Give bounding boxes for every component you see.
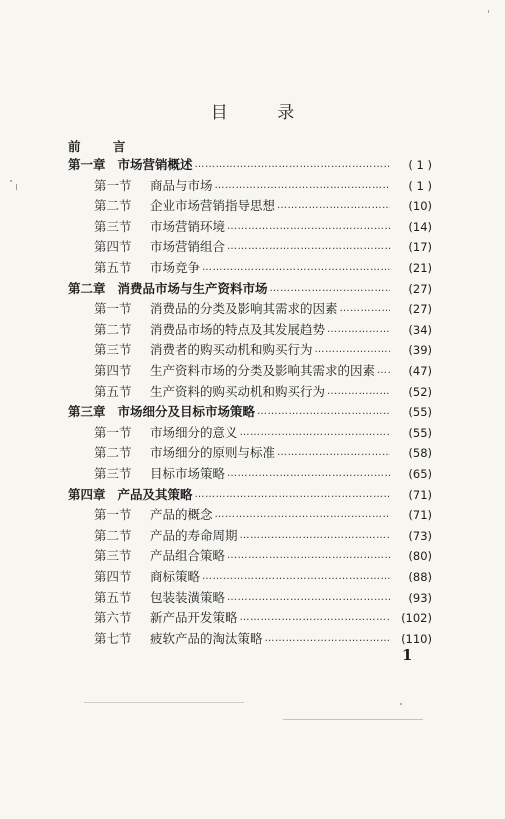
toc-section-row <box>94 568 432 586</box>
toc-section-row <box>94 506 432 524</box>
toc-entry-number: 第五节 <box>94 260 132 275</box>
toc-entry-title: 市场细分的原则与标准 <box>150 445 276 461</box>
dot-leader <box>327 383 390 401</box>
toc-section-row <box>94 444 432 462</box>
toc-entry-title: 疲软产品的淘汰策略 <box>150 630 263 646</box>
toc-section-row <box>94 238 432 256</box>
toc-entry-number: 第二章 <box>68 280 106 296</box>
toc-entry-title: 商标策略 <box>150 569 201 584</box>
toc-entry-number: 第三节 <box>94 218 132 234</box>
toc-entry-page: (88) <box>408 570 432 584</box>
speck-mark <box>16 184 17 190</box>
toc-entry-title: 消费品的分类及影响其需求的因素 <box>150 301 338 317</box>
toc-entry-number: 第二节 <box>94 445 132 461</box>
toc-entry-title: 市场细分及目标市场策略 <box>117 404 256 420</box>
toc-entry-title: 企业市场营销指导思想 <box>150 198 276 214</box>
toc-section-row <box>94 383 432 401</box>
page-number: 1 <box>402 646 413 664</box>
toc-entry-title: 产品的寿命周期 <box>150 527 238 543</box>
toc-entry-number: 第二节 <box>94 527 132 543</box>
speck-mark <box>10 180 12 182</box>
dot-leader <box>227 238 390 256</box>
toc-section-row <box>94 341 432 359</box>
toc-entry-title: 新产品开发策略 <box>150 610 238 626</box>
toc-entry-title: 市场营销组合 <box>150 239 226 255</box>
toc-entry-title: 市场竞争 <box>150 260 201 275</box>
toc-entry-number: 第七节 <box>94 630 132 646</box>
dot-leader <box>327 321 390 339</box>
toc-entry-title: 消费品市场的特点及其发展趋势 <box>150 321 326 337</box>
speck-mark <box>400 703 402 705</box>
toc-entry-title: 生产资料的购买动机和购买行为 <box>150 383 326 399</box>
toc-entry-title: 包装装潢策略 <box>150 589 226 605</box>
toc-entry-page: (73) <box>408 528 432 543</box>
toc-entry-page: (55) <box>408 425 432 440</box>
toc-chapter-row <box>68 280 432 298</box>
toc-section-row <box>94 527 432 545</box>
toc-entry-title: 市场细分的意义 <box>150 424 238 440</box>
toc-entry-number: 第二节 <box>94 321 132 337</box>
toc-entry-page: (65) <box>408 467 432 481</box>
toc-entry-number: 第一章 <box>68 157 106 172</box>
toc-entry-page: (34) <box>408 322 432 337</box>
toc-entry-number: 第六节 <box>94 610 132 626</box>
toc-chapter-row <box>68 486 432 504</box>
toc-entry-page: (14) <box>408 219 432 234</box>
toc-entry-number: 第二节 <box>94 198 132 214</box>
toc-entry-number: 第四章 <box>68 486 106 502</box>
toc-entry-page: (10) <box>408 199 432 214</box>
toc-entry-number: 第一节 <box>94 301 132 317</box>
toc-section-row <box>94 589 432 607</box>
toc-entry-title: 市场营销环境 <box>150 218 226 234</box>
toc-entry-number: 第五节 <box>94 589 132 605</box>
toc-entry-title: 生产资料市场的分类及影响其需求的因素 <box>150 363 376 378</box>
dot-leader <box>227 465 390 483</box>
toc-entry-title: 目标市场策略 <box>150 466 226 481</box>
toc-entry-number: 第三节 <box>94 548 132 564</box>
toc-entry-number: 第五节 <box>94 383 132 399</box>
toc-entry-number: 第一节 <box>94 177 132 193</box>
toc-entry-title: 产品及其策略 <box>117 486 193 502</box>
toc-entry-page: (58) <box>408 446 432 461</box>
toc-entry-title: 产品的概念 <box>150 507 213 523</box>
bottom-rule-right <box>283 719 423 720</box>
toc-section-row <box>94 362 432 380</box>
toc-section-row <box>94 465 432 483</box>
toc-section-row <box>94 218 432 236</box>
dot-leader <box>240 527 390 545</box>
toc-entry-title: 市场营销概述 <box>117 157 193 172</box>
toc-entry-page: (102) <box>401 611 432 626</box>
dot-leader <box>257 403 390 421</box>
dot-leader <box>202 568 390 586</box>
toc-entry-number: 第三章 <box>68 404 106 420</box>
toc-section-row <box>94 424 432 442</box>
toc-entry-title: 消费者的购买动机和购买行为 <box>150 342 313 358</box>
toc-entry-page: (52) <box>408 384 432 399</box>
toc-entry-page: (55) <box>408 405 432 420</box>
toc-section-row <box>94 547 432 565</box>
page-title: 目 录 <box>210 103 317 123</box>
toc-entry-page: (93) <box>408 590 432 605</box>
dot-leader <box>340 300 390 318</box>
toc-entry-page: ( 1 ) <box>408 158 432 172</box>
toc-entry-title: 消费品市场与生产资料市场 <box>117 280 268 296</box>
toc-entry-number: 第一节 <box>94 507 132 523</box>
toc-entry-title: 商品与市场 <box>150 177 213 193</box>
dot-leader <box>240 609 390 627</box>
toc-section-row <box>94 197 432 215</box>
dot-leader <box>240 424 390 442</box>
dot-leader <box>195 486 390 504</box>
toc-section-row <box>94 630 432 648</box>
dot-leader <box>195 156 390 174</box>
toc-chapter-row <box>68 403 432 421</box>
toc-chapter-row <box>68 156 432 174</box>
toc-entry-number: 第三节 <box>94 466 132 481</box>
toc-entry-page: (47) <box>408 364 432 378</box>
dot-leader <box>277 444 390 462</box>
toc-entry-page: (27) <box>408 281 432 296</box>
toc-entry-page: (80) <box>408 549 432 564</box>
dot-leader <box>215 506 390 524</box>
toc-entry-number: 第四节 <box>94 239 132 255</box>
toc-entry-number: 第三节 <box>94 342 132 358</box>
toc-entry-page: (39) <box>408 343 432 358</box>
dot-leader <box>315 341 390 359</box>
toc-entry-page: (110) <box>401 631 432 646</box>
dot-leader <box>265 630 390 648</box>
dot-leader <box>270 280 390 298</box>
dot-leader <box>227 547 390 565</box>
dot-leader <box>227 589 390 607</box>
toc-entry-page: (21) <box>408 261 432 275</box>
toc-entry-page: (27) <box>408 302 432 317</box>
preface-heading: 前 言 <box>68 139 140 154</box>
dot-leader <box>202 259 390 277</box>
toc-entry-number: 第一节 <box>94 424 132 440</box>
dot-leader <box>277 197 390 215</box>
dot-leader <box>377 362 390 380</box>
toc-entry-page: (17) <box>408 240 432 255</box>
dot-leader <box>215 177 390 195</box>
bottom-rule-left <box>84 702 244 703</box>
toc-entry-title: 产品组合策略 <box>150 548 226 564</box>
speck-mark <box>488 10 489 13</box>
toc-section-row <box>94 321 432 339</box>
toc-entry-page: (71) <box>408 487 432 502</box>
dot-leader <box>227 218 390 236</box>
toc-entry-number: 第四节 <box>94 569 132 584</box>
toc-section-row <box>94 300 432 318</box>
toc-entry-number: 第四节 <box>94 363 132 378</box>
toc-section-row <box>94 259 432 277</box>
toc-section-row <box>94 177 432 195</box>
toc-entry-page: (71) <box>408 508 432 523</box>
toc-section-row <box>94 609 432 627</box>
toc-entry-page: ( 1 ) <box>408 178 432 193</box>
